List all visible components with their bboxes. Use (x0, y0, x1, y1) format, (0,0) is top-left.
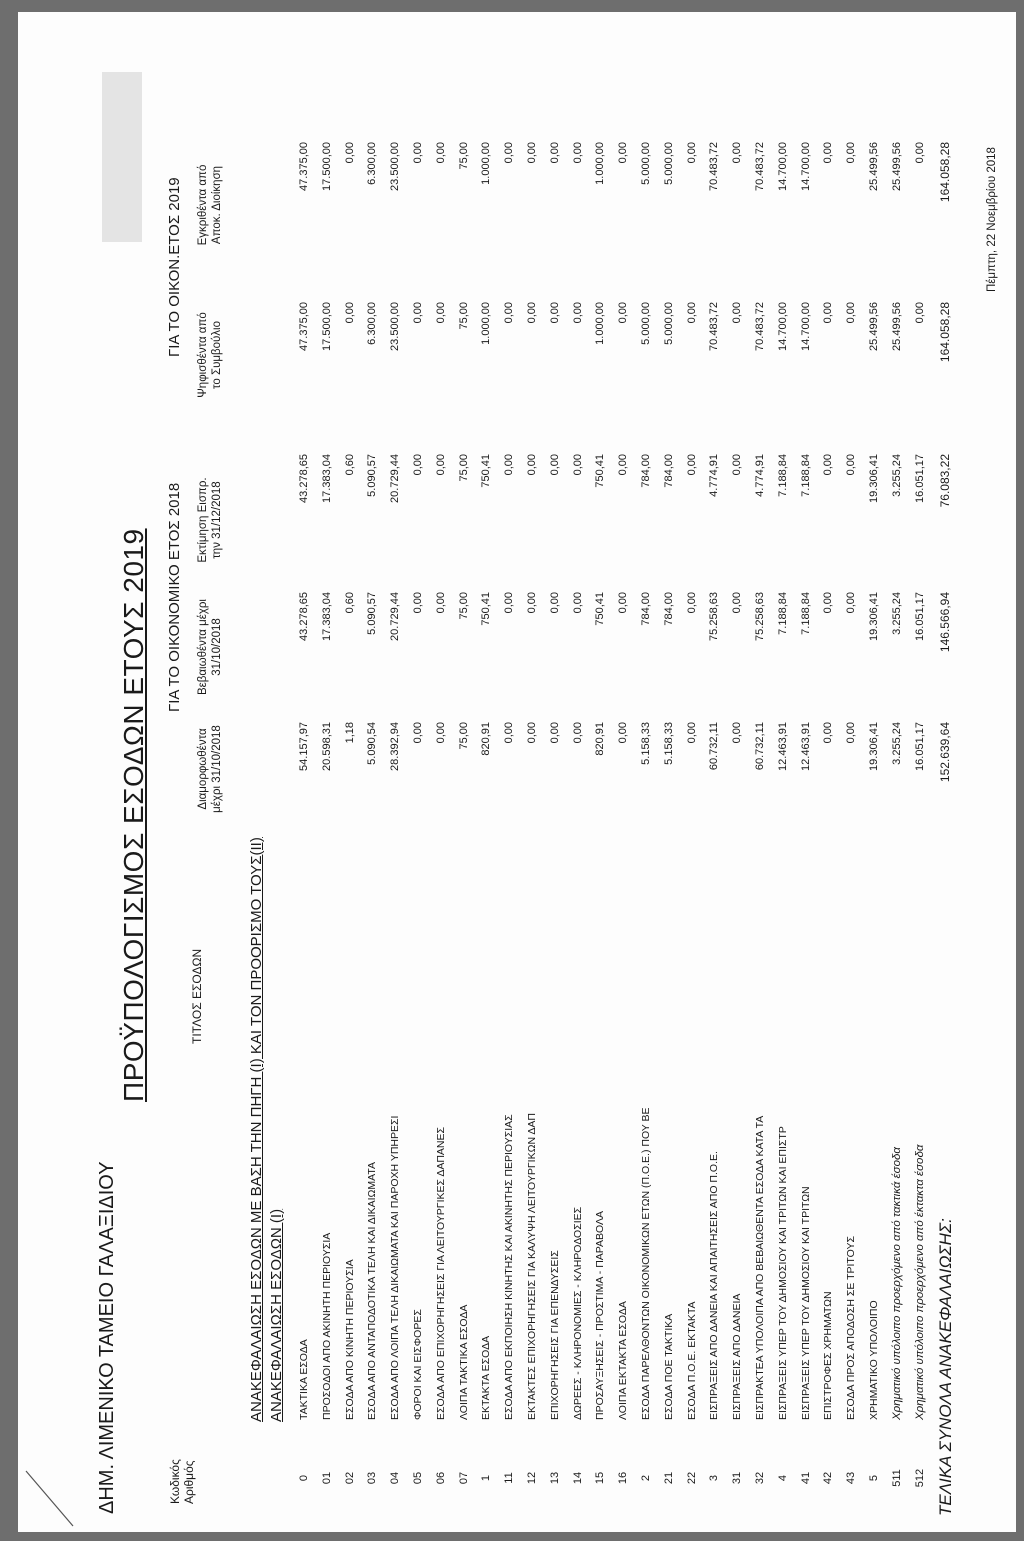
row-title: Χρηματικό υπόλοιπο προερχόμενο από τακτικά έσοδα (890, 1147, 903, 1420)
row-value-voted: 70.483,72 (708, 302, 721, 351)
row-value-formed: 20.598,31 (320, 722, 333, 771)
table-row (682, 12, 705, 1532)
row-title: ΠΡΟΣΟΔΟΙ ΑΠΟ ΑΚΙΝΗΤΗ ΠΕΡΙΟΥΣΙΑ (320, 1232, 333, 1420)
row-title: ΕΙΣΠΡΑΚΤΕΑ ΥΠΟΛΟΙΠΑ ΑΠΟ ΒΕΒΑΙΩΘΕΝΤΑ ΕΣΟΔΑ ΚΑΤΑ ΤΑ (753, 1115, 766, 1420)
row-value-approved: 0,00 (434, 142, 447, 164)
row-value-estimate: 0,00 (411, 454, 424, 476)
row-value-certified: 7.188,84 (776, 592, 789, 635)
code-column-header: Κωδικός Αριθμός (168, 1459, 196, 1504)
row-value-approved: 5.000,00 (662, 142, 675, 185)
row-value-approved: 14.700,00 (799, 142, 812, 191)
row-title: ΠΡΟΣΑΥΞΗΣΕΙΣ - ΠΡΟΣΤΙΜΑ - ΠΑΡΑΒΟΛΑ (594, 1210, 607, 1420)
row-value-approved: 75,00 (457, 142, 470, 170)
row-value-estimate: 19.306,41 (867, 454, 880, 503)
row-value-formed: 28.392,94 (389, 722, 402, 771)
row-code: 13 (548, 1471, 561, 1485)
row-value-formed: 3.255,24 (890, 722, 903, 765)
section-heading-sub: ΑΝΑΚΕΦΑΛΑΙΩΣΗ ΕΣΟΔΩΝ (Ι) (268, 1208, 285, 1422)
row-value-voted: 0,00 (411, 302, 424, 324)
row-value-certified: 3.255,24 (890, 592, 903, 635)
row-code: 12 (525, 1471, 538, 1485)
row-code: 41 (799, 1471, 812, 1485)
row-value-formed: 0,00 (525, 722, 538, 744)
row-title: Χρηματικό υπόλοιπο προερχόμενο από έκτακτα έσοδα (913, 1144, 926, 1420)
row-value-formed: 16.051,17 (913, 722, 926, 771)
table-row (613, 12, 636, 1532)
row-value-estimate: 16.051,17 (913, 454, 926, 503)
totals-label: ΤΕΛΙΚΑ ΣΥΝΟΛΑ ΑΝΑΚΕΦΑΛΑΙΩΣΗΣ: (936, 1218, 955, 1516)
row-code: 512 (913, 1468, 926, 1488)
table-row (431, 12, 454, 1532)
table-row (659, 12, 682, 1532)
row-value-voted: 0,00 (685, 302, 698, 324)
table-row (727, 12, 750, 1532)
row-title: ΕΚΤΑΚΤΕΣ ΕΠΙΧΟΡΗΓΗΣΕΙΣ ΓΙΑ ΚΑΛΥΨΗ ΛΕΙΤΟΥΡΓΙΚΩΝ ΔΑΠ (525, 1113, 538, 1420)
row-value-approved: 23.500,00 (389, 142, 402, 191)
row-value-estimate: 0,00 (571, 454, 584, 476)
row-value-voted: 0,00 (548, 302, 561, 324)
total-formed: 152.639,64 (938, 722, 952, 783)
row-value-voted: 0,00 (913, 302, 926, 324)
row-value-formed: 54.157,97 (298, 722, 310, 771)
row-value-formed: 0,00 (548, 722, 561, 744)
row-value-voted: 0,00 (822, 302, 835, 324)
row-value-estimate: 750,41 (594, 454, 607, 488)
row-value-approved: 5.000,00 (639, 142, 652, 185)
row-value-estimate: 0,00 (548, 454, 561, 476)
row-value-certified: 7.188,84 (799, 592, 812, 635)
row-title: ΕΣΟΔΑ ΑΠΟ ΛΟΙΠΑ ΤΕΛΗ ΔΙΚΑΙΩΜΑΤΑ ΚΑΙ ΠΑΡΟΧΗ ΥΠΗΡΕΣΙ (389, 1115, 402, 1420)
fy2018-group-header: ΓΙΑ ΤΟ ΟΙΚΟΝΟΜΙΚΟ ΕΤΟΣ 2018 (166, 482, 183, 712)
row-value-estimate: 75,00 (457, 454, 470, 482)
row-title: ΛΟΙΠΑ ΕΚΤΑΚΤΑ ΕΣΟΔΑ (617, 1301, 630, 1420)
row-value-approved: 0,00 (548, 142, 561, 164)
row-value-certified: 0,00 (731, 592, 744, 614)
table-row (408, 12, 431, 1532)
row-value-estimate: 7.188,84 (799, 454, 812, 497)
row-code: 05 (411, 1471, 424, 1485)
row-code: 1 (480, 1474, 493, 1482)
row-value-approved: 0,00 (685, 142, 698, 164)
row-value-voted: 0,00 (571, 302, 584, 324)
table-row (773, 12, 796, 1532)
table-row (522, 12, 545, 1532)
table-row (636, 12, 659, 1532)
row-code: 42 (822, 1471, 835, 1485)
row-value-certified: 0,00 (845, 592, 858, 614)
rotated-document (18, 12, 1016, 1532)
row-value-approved: 1.000,00 (594, 142, 607, 185)
row-value-formed: 820,91 (594, 722, 607, 756)
row-title: ΕΣΟΔΑ ΠΟΕ ΤΑΚΤΙΚΑ (662, 1313, 675, 1420)
row-title: ΕΙΣΠΡΑΞΕΙΣ ΑΠΟ ΔΑΝΕΙΑ (731, 1293, 744, 1420)
row-value-certified: 19.306,41 (867, 592, 880, 641)
fy2019-group-header: ΓΙΑ ΤΟ ΟΙΚΟΝ.ΕΤΟΣ 2019 (166, 177, 183, 357)
row-value-estimate: 4.774,91 (753, 454, 766, 497)
row-value-estimate: 5.090,57 (366, 454, 379, 497)
row-title: ΕΚΤΑΚΤΑ ΕΣΟΔΑ (480, 1335, 493, 1420)
row-value-formed: 60.732,11 (753, 722, 766, 771)
row-value-certified: 0,00 (411, 592, 424, 614)
organization-name: ΔΗΜ. ΛΙΜΕΝΙΚΟ ΤΑΜΕΙΟ ΓΑΛΑΞΙΔΙΟΥ (96, 1161, 118, 1514)
total-voted: 164.058,28 (938, 302, 952, 363)
row-value-estimate: 0,00 (731, 454, 744, 476)
row-code: 3 (708, 1474, 721, 1482)
row-value-estimate: 3.255,24 (890, 454, 903, 497)
total-estimate: 76.083,22 (938, 454, 952, 508)
col-formed-header: Διαμορφωθέντα μέχρι 31/10/2018 (197, 725, 223, 813)
title-column-header: ΤΙΤΛΟΣ ΕΣΟΔΩΝ (190, 948, 204, 1044)
row-value-certified: 0,00 (525, 592, 538, 614)
row-value-estimate: 0,00 (503, 454, 516, 476)
row-value-approved: 70.483,72 (708, 142, 721, 191)
row-code: 22 (685, 1471, 698, 1485)
row-value-estimate: 784,00 (639, 454, 652, 488)
row-value-formed: 0,00 (503, 722, 516, 744)
row-value-formed: 0,00 (411, 722, 424, 744)
row-value-estimate: 0,00 (617, 454, 630, 476)
row-value-formed: 5.090,54 (366, 722, 379, 765)
row-title: ΕΣΟΔΑ ΠΑΡΕΛΘΟΝΤΩΝ ΟΙΚΟΝΟΜΙΚΩΝ ΕΤΩΝ (Π.Ο.Ε.) ΠΟΥ ΒΕ (639, 1107, 652, 1420)
row-code: 5 (867, 1474, 880, 1482)
row-value-formed: 0,00 (617, 722, 630, 744)
row-value-certified: 17.383,04 (320, 592, 333, 641)
row-value-voted: 0,00 (343, 302, 356, 324)
row-value-formed: 0,00 (845, 722, 858, 744)
row-title: ΕΣΟΔΑ ΑΠΟ ΚΙΝΗΤΗ ΠΕΡΙΟΥΣΙΑ (343, 1259, 356, 1420)
row-value-approved: 0,00 (571, 142, 584, 164)
row-title: ΕΣΟΔΑ ΠΡΟΣ ΑΠΟΔΟΣΗ ΣΕ ΤΡΙΤΟΥΣ (845, 1236, 858, 1420)
row-code: 32 (753, 1471, 766, 1485)
row-value-voted: 17.500,00 (320, 302, 333, 351)
row-value-approved: 6.300,00 (366, 142, 379, 185)
table-row (362, 12, 385, 1532)
row-value-voted: 25.499,56 (890, 302, 903, 351)
col-voted-header: Ψηφισθέντα από το Συμβούλιο (197, 312, 223, 398)
row-value-approved: 25.499,56 (867, 142, 880, 191)
row-value-estimate: 17.383,04 (320, 454, 333, 503)
row-value-approved: 25.499,56 (890, 142, 903, 191)
footer-date: Πέμπτη, 22 Νοεμβρίου 2018 (986, 147, 998, 292)
table-row (340, 12, 363, 1532)
row-value-voted: 0,00 (434, 302, 447, 324)
row-value-formed: 75,00 (457, 722, 470, 750)
row-code: 31 (731, 1471, 744, 1485)
row-value-estimate: 4.774,91 (708, 454, 721, 497)
total-approved: 164.058,28 (938, 142, 952, 203)
row-value-voted: 1.000,00 (480, 302, 493, 345)
row-value-approved: 0,00 (845, 142, 858, 164)
row-title: ΛΟΙΠΑ ΤΑΚΤΙΚΑ ΕΣΟΔΑ (457, 1304, 470, 1420)
table-row (841, 12, 864, 1532)
row-value-formed: 5.158,33 (639, 722, 652, 765)
row-code: 15 (594, 1471, 607, 1485)
pen-mark-icon (18, 1461, 78, 1531)
row-code: 511 (890, 1469, 903, 1487)
row-title: ΦΟΡΟΙ ΚΑΙ ΕΙΣΦΟΡΕΣ (411, 1309, 424, 1420)
table-row (750, 12, 773, 1532)
row-value-approved: 0,00 (503, 142, 516, 164)
table-row (476, 12, 499, 1532)
row-value-certified: 0,00 (548, 592, 561, 614)
row-value-formed: 0,00 (822, 722, 835, 744)
row-value-voted: 47.375,00 (298, 302, 310, 351)
row-code: 01 (320, 1471, 333, 1485)
row-value-certified: 16.051,17 (913, 592, 926, 641)
table-row (704, 12, 727, 1532)
row-value-approved: 0,00 (822, 142, 835, 164)
row-value-formed: 1,18 (343, 722, 356, 744)
row-value-certified: 43.278,65 (298, 592, 310, 641)
row-title: ΕΠΙΧΟΡΗΓΗΣΕΙΣ ΓΙΑ ΕΠΕΝΔΥΣΕΙΣ (548, 1250, 561, 1420)
row-code: 2 (639, 1474, 652, 1482)
document-title: ΠΡΟΫΠΟΛΟΓΙΣΜΟΣ ΕΣΟΔΩΝ ΕΤΟΥΣ 2019 (118, 528, 149, 1102)
row-value-formed: 12.463,91 (799, 722, 812, 771)
total-certified: 146.566,94 (938, 592, 952, 653)
table-row (385, 12, 408, 1532)
table-row (568, 12, 591, 1532)
row-value-certified: 75.258,63 (708, 592, 721, 641)
col-estimate-header: Εκτίμηση Εισπρ. την 31/12/2018 (197, 477, 223, 563)
row-value-formed: 0,00 (731, 722, 744, 744)
row-value-estimate: 0,00 (525, 454, 538, 476)
row-title: ΕΙΣΠΡΑΞΕΙΣ ΥΠΕΡ ΤΟΥ ΔΗΜΟΣΙΟΥ ΚΑΙ ΤΡΙΤΩΝ (799, 1186, 812, 1420)
table-row (887, 12, 910, 1532)
row-value-certified: 750,41 (480, 592, 493, 626)
row-value-formed: 60.732,11 (708, 722, 721, 771)
row-title: ΧΡΗΜΑΤΙΚΟ ΥΠΟΛΟΙΠΟ (867, 1300, 880, 1420)
table-row (796, 12, 819, 1532)
row-value-estimate: 0,60 (343, 454, 356, 476)
row-value-estimate: 784,00 (662, 454, 675, 488)
row-value-voted: 0,00 (617, 302, 630, 324)
row-value-estimate: 0,00 (685, 454, 698, 476)
row-value-estimate: 750,41 (480, 454, 493, 488)
row-value-voted: 23.500,00 (389, 302, 402, 351)
row-value-estimate: 0,00 (845, 454, 858, 476)
row-value-voted: 25.499,56 (867, 302, 880, 351)
row-value-voted: 0,00 (525, 302, 538, 324)
row-code: 4 (776, 1474, 789, 1482)
row-value-approved: 14.700,00 (776, 142, 789, 191)
row-value-voted: 14.700,00 (776, 302, 789, 351)
row-value-certified: 0,00 (617, 592, 630, 614)
row-value-certified: 750,41 (594, 592, 607, 626)
table-row (454, 12, 477, 1532)
table-row (317, 12, 340, 1532)
row-code: 07 (457, 1471, 470, 1485)
row-value-certified: 0,00 (822, 592, 835, 614)
table-row (499, 12, 522, 1532)
row-title: ΕΙΣΠΡΑΞΕΙΣ ΥΠΕΡ ΤΟΥ ΔΗΜΟΣΙΟΥ ΚΑΙ ΤΡΙΤΩΝ ΚΑΙ ΕΠΙΣΤΡ (776, 1126, 789, 1420)
row-code: 21 (662, 1471, 675, 1485)
row-value-certified: 0,00 (434, 592, 447, 614)
row-title: ΔΩΡΕΕΣ - ΚΛΗΡΟΝΟΜΙΕΣ - ΚΛΗΡΟΔΟΣΙΕΣ (571, 1206, 584, 1420)
row-value-voted: 5.000,00 (639, 302, 652, 345)
table-row (545, 12, 568, 1532)
row-title: ΕΣΟΔΑ ΑΠΟ ΕΠΙΧΟΡΗΓΗΣΕΙΣ ΓΙΑ ΛΕΙΤΟΥΡΓΙΚΕΣ ΔΑΠΑΝΕΣ (434, 1126, 447, 1420)
row-value-voted: 0,00 (845, 302, 858, 324)
row-title: ΕΠΙΣΤΡΟΦΕΣ ΧΡΗΜΑΤΩΝ (822, 1291, 835, 1420)
row-value-voted: 5.000,00 (662, 302, 675, 345)
col-certified-header: Βεβαιωθέντα μέχρι 31/10/2018 (197, 599, 223, 695)
row-value-estimate: 20.729,44 (389, 454, 402, 503)
row-code: 03 (366, 1471, 379, 1485)
row-code: 0 (298, 1474, 310, 1482)
row-value-formed: 5.158,33 (662, 722, 675, 765)
row-code: 06 (434, 1471, 447, 1485)
row-value-approved: 0,00 (731, 142, 744, 164)
row-code: 14 (571, 1471, 584, 1485)
table-row (818, 12, 841, 1532)
row-code: 04 (389, 1471, 402, 1485)
revenue-table (294, 12, 932, 1532)
row-value-certified: 0,00 (685, 592, 698, 614)
row-value-formed: 0,00 (571, 722, 584, 744)
row-code: 11 (503, 1472, 516, 1484)
row-title: ΕΣΟΔΑ Π.Ο.Ε. ΕΚΤΑΚΤΑ (685, 1301, 698, 1420)
scanned-page (18, 12, 1016, 1532)
row-code: 16 (617, 1471, 630, 1485)
row-title: ΤΑΚΤΙΚΑ ΕΣΟΔΑ (298, 1339, 310, 1420)
row-value-certified: 784,00 (662, 592, 675, 626)
redacted-stamp (102, 72, 142, 242)
row-value-approved: 0,00 (525, 142, 538, 164)
row-value-approved: 47.375,00 (298, 142, 310, 191)
row-value-certified: 20.729,44 (389, 592, 402, 641)
row-value-approved: 1.000,00 (480, 142, 493, 185)
row-value-voted: 14.700,00 (799, 302, 812, 351)
row-value-voted: 6.300,00 (366, 302, 379, 345)
row-value-approved: 70.483,72 (753, 142, 766, 191)
table-row (590, 12, 613, 1532)
row-value-approved: 0,00 (913, 142, 926, 164)
row-code: 43 (845, 1471, 858, 1485)
row-value-voted: 1.000,00 (594, 302, 607, 345)
row-value-approved: 0,00 (617, 142, 630, 164)
row-value-certified: 784,00 (639, 592, 652, 626)
section-heading-main: ΑΝΑΚΕΦΑΛΑΙΩΣΗ ΕΣΟΔΩΝ ΜΕ ΒΑΣΗ ΤΗΝ ΠΗΓΗ (Ι) ΚΑΙ ΤΟΝ ΠΡΟΟΡΙΣΜΟ ΤΟΥΣ(ΙΙ) (248, 837, 265, 1422)
row-value-formed: 0,00 (434, 722, 447, 744)
table-row (910, 12, 933, 1532)
row-value-approved: 0,00 (411, 142, 424, 164)
row-value-formed: 12.463,91 (776, 722, 789, 771)
row-value-estimate: 0,00 (822, 454, 835, 476)
row-value-formed: 19.306,41 (867, 722, 880, 771)
row-code: 02 (343, 1471, 356, 1485)
row-value-certified: 0,00 (571, 592, 584, 614)
row-value-estimate: 43.278,65 (298, 454, 310, 503)
row-value-certified: 0,00 (503, 592, 516, 614)
row-value-certified: 75,00 (457, 592, 470, 620)
row-value-approved: 17.500,00 (320, 142, 333, 191)
row-value-certified: 5.090,57 (366, 592, 379, 635)
row-value-voted: 70.483,72 (753, 302, 766, 351)
row-value-estimate: 0,00 (434, 454, 447, 476)
row-value-voted: 75,00 (457, 302, 470, 330)
row-value-approved: 0,00 (343, 142, 356, 164)
table-row (864, 12, 887, 1532)
row-title: ΕΙΣΠΡΑΞΕΙΣ ΑΠΟ ΔΑΝΕΙΑ ΚΑΙ ΑΠΑΙΤΗΣΕΙΣ ΑΠΟ Π.Ο.Ε. (708, 1151, 721, 1420)
row-title: ΕΣΟΔΑ ΑΠΟ ΑΝΤΑΠΟΔΟΤΙΚΑ ΤΕΛΗ ΚΑΙ ΔΙΚΑΙΩΜΑΤΑ (366, 1161, 379, 1420)
row-value-certified: 0,60 (343, 592, 356, 614)
row-value-voted: 0,00 (503, 302, 516, 324)
row-value-estimate: 7.188,84 (776, 454, 789, 497)
row-value-voted: 0,00 (731, 302, 744, 324)
table-row (294, 12, 317, 1532)
row-value-formed: 0,00 (685, 722, 698, 744)
row-value-formed: 820,91 (480, 722, 493, 756)
col-approved-header: Εγκριθέντα από Αποκ. Διοίκηση (197, 164, 223, 246)
row-value-certified: 75.258,63 (753, 592, 766, 641)
row-title: ΕΣΟΔΑ ΑΠΟ ΕΚΠΟΙΗΣΗ ΚΙΝΗΤΗΣ ΚΑΙ ΑΚΙΝΗΤΗΣ ΠΕΡΙΟΥΣΙΑΣ (503, 1114, 516, 1420)
